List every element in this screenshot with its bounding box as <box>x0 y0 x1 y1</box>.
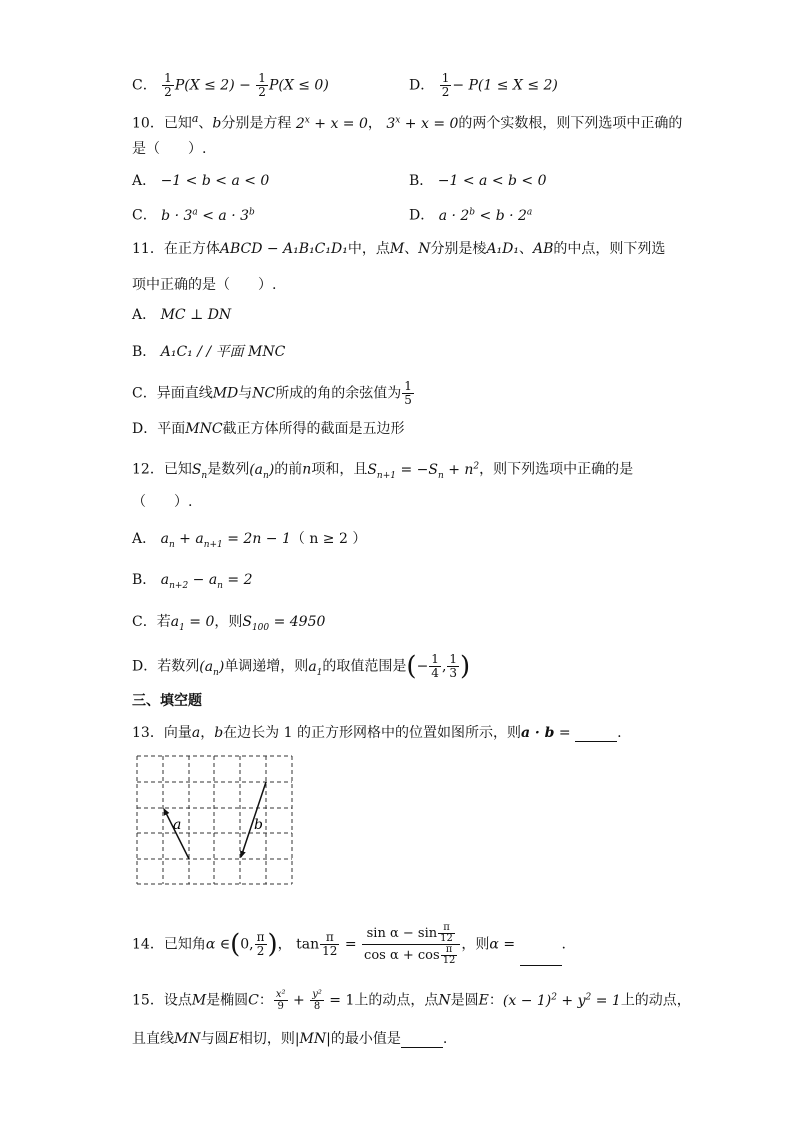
q12-option-a: A． $a_n + a_{n+1} = 2n - 1$（ n ≥ 2 ） <box>132 531 367 550</box>
fraction: $\frac{1}{5}$ <box>404 379 412 407</box>
vector-grid-figure <box>136 755 296 887</box>
equation-1: $2^x + x = 0$ <box>295 115 368 132</box>
q11-option-c: C．异面直线MD与NC所成的角的余弦值为 $\frac{1}{5}$ <box>132 379 412 407</box>
q15-stem-line1: 15．设点M是椭圆C： $\frac{\text{x²}}{9}$ + $\frac{\text{y²}}{8}$ = 1上的动点，点N是圆E：$(x - 1)^2 + y^2 = 1$上的动点， <box>132 989 691 1013</box>
fraction: $\frac{1}{2}$ <box>164 71 172 99</box>
q12-option-b: B． $a_{n+2} - a_n = 2$ <box>132 572 253 591</box>
big-fraction: sin α − sin $\frac{\pi}{12}$ cos α + cos $\frac{\pi}{12}$ <box>362 923 460 966</box>
q9-option-d: D． $\frac{1}{2}$ − P(1 ≤ X ≤ 2) <box>409 71 558 99</box>
q11-stem-line1: 11．在正方体ABCD − A₁B₁C₁D₁中，点M、N分别是棱A₁D₁、AB的中点，则下列选 <box>132 241 666 257</box>
q9-option-c: C． $\frac{1}{2}$ P(X ≤ 2) − $\frac{1}{2}$ P(X ≤ 0) <box>132 71 329 99</box>
q15-stem-line2: 且直线MN与圆E相切，则|MN|的最小值是 . <box>132 1031 448 1047</box>
q10-option-c: C． $b \cdot 3^a < a \cdot 3^b$ <box>132 207 255 224</box>
fraction: $\frac{1}{3}$ <box>449 652 458 680</box>
vector-a-label: a <box>173 817 182 833</box>
q10-stem-line2: 是（ ）. <box>132 141 207 157</box>
equation-2: $3^x + x = 0$ <box>386 115 459 132</box>
section-heading: 三、填空题 <box>132 693 202 709</box>
q13-stem: 13．向量a，b在边长为 1 的正方形网格中的位置如图所示，则a · b = . <box>132 725 622 741</box>
q10-option-a: A． −1 < b < a < 0 <box>132 173 270 189</box>
fraction: $\frac{\pi}{2}$ <box>256 930 265 958</box>
q10-option-d: D． $a \cdot 2^b < b \cdot 2^a$ <box>409 207 533 224</box>
q11-option-b: B． A₁C₁ / / 平面 MNC <box>132 344 286 360</box>
answer-blank[interactable] <box>520 951 562 966</box>
grid-lines <box>137 756 292 884</box>
fraction: $\frac{\text{y²}}{8}$ <box>312 989 322 1013</box>
fraction: $\frac{\text{x²}}{9}$ <box>275 989 286 1013</box>
fraction: $\frac{1}{2}$ <box>258 71 266 99</box>
q12-option-c: C．若$a_1 = 0$，则$S_{100} = 4950$ <box>132 614 326 633</box>
q12-stem-line1: 12．已知$S_n$是数列$(a_n)$的前n项和，且$S_{n+1} = -S_n + n^2$，则下列选项中正确的是 <box>132 461 634 481</box>
answer-blank[interactable] <box>575 727 617 742</box>
fraction: $\frac{1}{4}$ <box>431 652 439 680</box>
vector-b-label: b <box>254 817 263 833</box>
q12-stem-line2: （ ）. <box>132 494 193 510</box>
fraction: $\frac{\pi}{12}$ <box>322 930 338 958</box>
q12-option-d: D．若数列$(a_n)$单调递增，则$a_1$的取值范围是(− $\frac{1}{4}$ , $\frac{1}{3}$ ) <box>132 651 471 682</box>
fraction: $\frac{1}{2}$ <box>441 71 450 99</box>
q14-stem: 14．已知角α ∈(0, $\frac{\pi}{2}$ )， tan $\frac{\pi}{12}$ = sin α − sin $\frac{\pi}{12}$ cos α + cos $\frac{\pi}{12}$ ，则α = . <box>132 922 566 966</box>
q11-stem-line2: 项中正确的是（ ）. <box>132 277 277 293</box>
q11-option-d: D．平面MNC截正方体所得的截面是五边形 <box>132 421 405 437</box>
q11-option-a: A． MC ⊥ DN <box>132 307 232 323</box>
answer-blank[interactable] <box>401 1033 443 1048</box>
q10-option-b: B． −1 < a < b < 0 <box>409 173 547 189</box>
q10-stem-line1: 10．已知$^a$、b分别是方程 $2^x + x = 0$， $3^x + x = 0$的两个实数根，则下列选项中正确的 <box>132 112 683 132</box>
